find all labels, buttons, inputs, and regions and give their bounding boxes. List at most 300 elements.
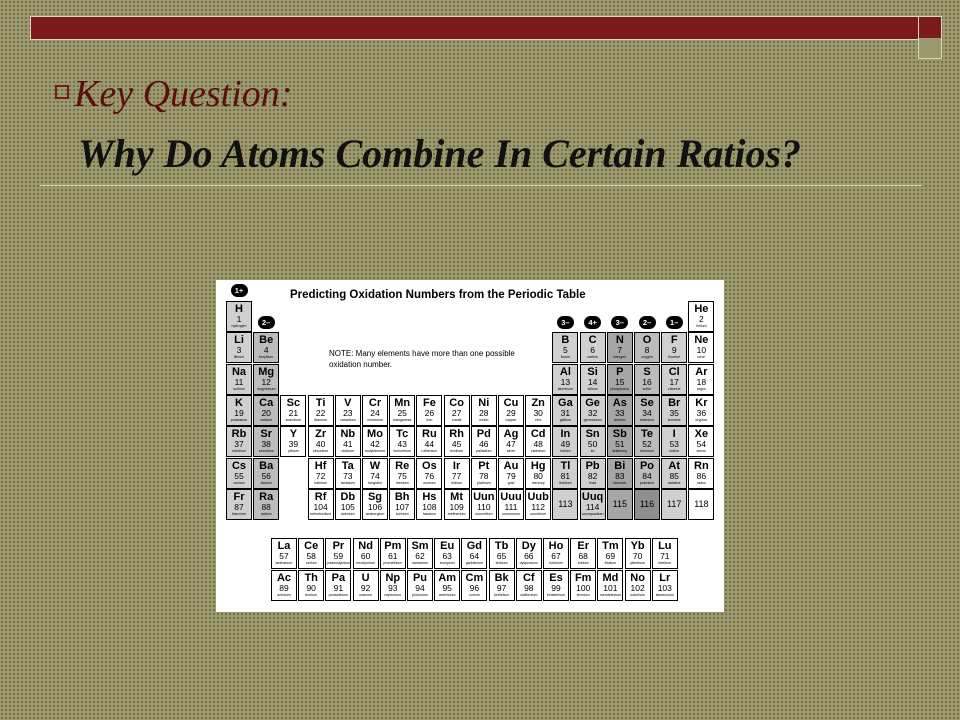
- element-cell: [570, 538, 596, 569]
- top-accent-bar: [30, 16, 920, 40]
- element-symbol: Mo: [367, 428, 383, 441]
- element-number: 115: [612, 498, 627, 509]
- element-name: fermium: [576, 593, 590, 597]
- element-name: silver: [506, 449, 516, 454]
- element-cell: [543, 570, 569, 601]
- element-symbol: Dy: [521, 540, 536, 552]
- element-name: calcium: [260, 417, 273, 422]
- element-symbol: P: [616, 365, 624, 378]
- element-name: barium: [260, 480, 272, 485]
- element-number: 27: [451, 407, 462, 418]
- element-number: 2: [699, 314, 704, 324]
- element-symbol: Sg: [367, 490, 383, 503]
- element-number: 72: [315, 470, 326, 481]
- element-symbol: Pm: [384, 540, 402, 552]
- element-cell: [580, 458, 606, 489]
- element-number: 97: [496, 583, 507, 593]
- element-number: 87: [234, 501, 244, 512]
- element-name: zirconium: [312, 449, 329, 454]
- element-symbol: Co: [449, 396, 464, 409]
- element-symbol: Th: [304, 572, 318, 584]
- element-name: xenon: [696, 449, 707, 454]
- element-number: 17: [669, 376, 679, 387]
- element-symbol: Gd: [466, 540, 483, 552]
- element-symbol: Sb: [612, 428, 627, 441]
- element-name: silicon: [587, 386, 598, 391]
- element-cell: [688, 364, 714, 395]
- element-cell: [634, 395, 660, 426]
- element-symbol: Np: [385, 572, 401, 584]
- element-number: 69: [605, 551, 616, 561]
- element-symbol: Bi: [614, 459, 626, 472]
- element-cell: [607, 458, 633, 489]
- element-name: scandium: [285, 417, 302, 422]
- element-cell: [444, 395, 470, 426]
- element-name: arsenic: [614, 417, 626, 422]
- element-name: osmium: [423, 480, 436, 485]
- element-number: 60: [360, 551, 371, 561]
- element-cell: [552, 426, 578, 457]
- element-number: 66: [524, 551, 534, 561]
- element-cell: [226, 301, 252, 332]
- element-symbol: Bh: [394, 490, 410, 503]
- element-number: 26: [424, 407, 435, 418]
- element-number: 11: [234, 376, 244, 387]
- element-number: 40: [315, 439, 326, 450]
- element-number: 63: [442, 551, 452, 561]
- element-number: 6: [590, 345, 595, 356]
- element-cell: [416, 458, 442, 489]
- element-symbol: Pr: [332, 540, 345, 552]
- element-number: 45: [451, 439, 462, 450]
- element-name: copper: [505, 417, 517, 422]
- element-name: gallium: [559, 417, 572, 422]
- element-number: 81: [560, 470, 571, 481]
- element-cell: [335, 458, 361, 489]
- element-name: lead: [589, 480, 596, 485]
- element-name: iridium: [451, 480, 462, 485]
- element-number: 21: [288, 407, 299, 418]
- element-symbol: Am: [438, 572, 457, 584]
- top-accent-outline-square: [918, 38, 942, 59]
- element-number: 80: [533, 470, 543, 481]
- element-cell: [471, 426, 497, 457]
- element-number: 100: [576, 583, 591, 593]
- element-name: europium: [439, 561, 455, 565]
- element-name: manganese: [392, 417, 412, 422]
- element-symbol: Os: [422, 459, 437, 472]
- element-name: chlorine: [667, 386, 681, 391]
- element-symbol: Hf: [314, 459, 327, 472]
- element-cell: [253, 458, 279, 489]
- element-name: thulium: [604, 561, 617, 565]
- element-cell: [498, 426, 524, 457]
- element-symbol: Tc: [396, 428, 409, 441]
- element-symbol: Pa: [331, 572, 346, 584]
- element-number: 51: [615, 439, 625, 450]
- element-name: nickel: [479, 417, 489, 422]
- element-cell: [253, 395, 279, 426]
- element-cell: [634, 489, 660, 520]
- element-cell: [353, 570, 379, 601]
- element-number: 46: [479, 439, 489, 450]
- element-number: 84: [642, 470, 652, 481]
- element-cell: [570, 570, 596, 601]
- element-name: lanthanum: [275, 561, 293, 565]
- element-cell: [552, 458, 578, 489]
- element-number: 24: [370, 407, 380, 418]
- element-number: 89: [279, 583, 289, 593]
- key-question-label: Key Question:: [74, 73, 293, 115]
- element-name: neptunium: [384, 593, 402, 597]
- element-number: 1: [236, 314, 242, 324]
- element-cell: [280, 395, 306, 426]
- element-number: 12: [261, 376, 271, 387]
- element-cell: [362, 458, 388, 489]
- element-number: 38: [261, 439, 271, 450]
- oxidation-badge: 1+: [231, 284, 248, 297]
- element-name: fluorine: [668, 355, 681, 360]
- element-symbol: V: [344, 396, 352, 409]
- element-symbol: Lr: [659, 572, 671, 584]
- element-number: 34: [642, 407, 652, 418]
- element-symbol: In: [560, 428, 571, 441]
- element-number: 29: [506, 407, 516, 418]
- element-cell: [607, 332, 633, 363]
- element-number: 64: [469, 551, 480, 561]
- element-name: zinc: [534, 417, 542, 422]
- element-symbol: Uun: [473, 490, 495, 503]
- element-number: 31: [560, 407, 571, 418]
- element-number: 88: [261, 501, 271, 512]
- element-number: 111: [504, 501, 518, 512]
- element-name: phosphorus: [610, 386, 630, 391]
- element-name: lawrencium: [655, 593, 674, 597]
- element-name: berkelium: [493, 593, 510, 597]
- element-name: californium: [520, 593, 538, 597]
- element-name: krypton: [695, 417, 708, 422]
- element-cell: [434, 570, 460, 601]
- element-number: 39: [288, 439, 299, 450]
- element-cell: [308, 458, 334, 489]
- element-name: mercury: [531, 480, 545, 485]
- element-name: palladium: [476, 449, 492, 454]
- element-symbol: Ta: [341, 459, 354, 472]
- element-symbol: Eu: [440, 540, 455, 552]
- element-number: 42: [370, 439, 380, 450]
- element-symbol: Kr: [695, 396, 708, 409]
- element-name: potassium: [230, 417, 248, 422]
- title-divider: [40, 185, 922, 186]
- element-name: astatine: [667, 480, 681, 485]
- element-number: 47: [506, 439, 516, 450]
- element-symbol: Xe: [694, 428, 709, 441]
- element-name: nitrogen: [613, 355, 627, 360]
- figure-title: Predicting Oxidation Numbers from the Periodic Table: [290, 289, 586, 301]
- element-number: 112: [531, 501, 545, 512]
- element-name: germanium: [583, 417, 602, 422]
- element-symbol: Ag: [503, 428, 519, 441]
- element-cell: [280, 426, 306, 457]
- element-number: 93: [388, 583, 398, 593]
- element-cell: [471, 395, 497, 426]
- element-symbol: U: [361, 572, 370, 584]
- element-name: tellurium: [640, 449, 654, 454]
- element-number: 68: [578, 551, 588, 561]
- element-name: ununbium: [530, 511, 547, 516]
- element-cell: [444, 458, 470, 489]
- element-number: 86: [696, 470, 707, 481]
- element-cell: [498, 489, 524, 520]
- element-symbol: Nd: [358, 540, 373, 552]
- element-symbol: La: [277, 540, 291, 552]
- element-symbol: Nb: [340, 428, 356, 441]
- element-number: 65: [496, 551, 507, 561]
- element-number: 99: [551, 583, 561, 593]
- element-symbol: Uub: [527, 490, 549, 503]
- element-cell: [444, 489, 470, 520]
- top-accent-square: [918, 16, 942, 40]
- element-cell: [525, 489, 551, 520]
- element-symbol: Ac: [276, 572, 292, 584]
- element-cell: [416, 426, 442, 457]
- element-name: iron: [426, 417, 433, 422]
- element-cell: [308, 489, 334, 520]
- element-name: antimony: [612, 449, 628, 454]
- element-number: 78: [479, 470, 489, 481]
- element-cell: [525, 458, 551, 489]
- element-name: americium: [438, 593, 456, 597]
- element-name: hassium: [422, 511, 437, 516]
- element-number: 8: [644, 345, 650, 356]
- element-symbol: Cm: [465, 572, 484, 584]
- element-symbol: Uuq: [581, 490, 604, 503]
- element-number: 41: [343, 439, 353, 450]
- element-symbol: H: [235, 303, 243, 315]
- element-number: 3: [236, 345, 242, 356]
- element-cell: [461, 570, 487, 601]
- element-cell: [525, 395, 551, 426]
- element-number: 106: [367, 501, 383, 512]
- element-cell: [580, 395, 606, 426]
- element-symbol: Ar: [695, 365, 708, 378]
- element-name: actinium: [277, 593, 291, 597]
- element-number: 44: [424, 439, 435, 450]
- element-number: 109: [449, 501, 464, 512]
- element-cell: [516, 538, 542, 569]
- element-cell: [498, 458, 524, 489]
- element-number: 77: [451, 470, 462, 481]
- element-name: cerium: [305, 561, 317, 565]
- element-number: 33: [615, 407, 625, 418]
- element-name: technetium: [393, 449, 411, 454]
- element-cell: [634, 458, 660, 489]
- element-number: 79: [506, 470, 516, 481]
- element-cell: [652, 570, 678, 601]
- element-number: 43: [397, 439, 407, 450]
- element-symbol: I: [672, 428, 676, 441]
- element-cell: [389, 395, 415, 426]
- element-symbol: Ir: [452, 459, 461, 472]
- element-symbol: N: [615, 334, 624, 347]
- element-name: hafnium: [314, 480, 327, 485]
- element-cell: [335, 395, 361, 426]
- element-name: dubnium: [340, 511, 355, 516]
- element-cell: [661, 426, 687, 457]
- element-symbol: Br: [668, 396, 681, 409]
- element-cell: [661, 395, 687, 426]
- oxidation-badge: 1–: [666, 316, 683, 329]
- element-cell: [335, 426, 361, 457]
- element-number: 75: [397, 470, 407, 481]
- element-number: 14: [587, 376, 598, 387]
- oxidation-badge: 2–: [639, 316, 656, 329]
- element-number: 96: [469, 583, 480, 593]
- element-symbol: Er: [577, 540, 589, 552]
- element-symbol: B: [561, 334, 570, 347]
- element-cell: [489, 538, 515, 569]
- element-number: 83: [615, 470, 625, 481]
- element-symbol: Es: [549, 572, 563, 584]
- element-cell: [634, 364, 660, 395]
- element-name: lithium: [233, 355, 245, 360]
- element-name: tantalum: [340, 480, 355, 485]
- element-number: 56: [261, 470, 271, 481]
- element-name: boron: [560, 355, 570, 360]
- element-symbol: Pt: [478, 459, 490, 472]
- element-name: unununium: [502, 511, 520, 516]
- element-symbol: Na: [231, 365, 247, 378]
- element-name: hydrogen: [231, 324, 247, 328]
- element-number: 49: [560, 439, 571, 450]
- element-symbol: Uuu: [500, 490, 522, 503]
- element-name: beryllium: [258, 355, 274, 360]
- element-symbol: Zn: [531, 396, 545, 409]
- element-cell: [625, 538, 651, 569]
- element-name: thallium: [559, 480, 572, 485]
- element-name: mendelevium: [599, 593, 622, 597]
- element-cell: [416, 395, 442, 426]
- element-cell: [661, 364, 687, 395]
- element-number: 92: [360, 583, 371, 593]
- element-cell: [253, 364, 279, 395]
- element-symbol: Fe: [422, 396, 436, 409]
- element-symbol: Fm: [574, 572, 592, 584]
- oxidation-badge: 3–: [611, 316, 628, 329]
- element-number: 102: [630, 583, 645, 593]
- element-symbol: Bk: [494, 572, 509, 584]
- element-name: protactinium: [328, 593, 349, 597]
- element-number: 54: [696, 439, 707, 450]
- element-name: bismuth: [613, 480, 627, 485]
- element-number: 13: [560, 376, 571, 387]
- element-cell: [688, 332, 714, 363]
- element-name: indium: [560, 449, 571, 454]
- element-name: terbium: [495, 561, 508, 565]
- element-number: 101: [603, 583, 618, 593]
- element-symbol: F: [670, 334, 678, 347]
- element-name: thorium: [305, 593, 318, 597]
- element-number: 55: [234, 470, 244, 481]
- element-name: francium: [232, 511, 246, 516]
- element-number: 116: [639, 498, 655, 509]
- element-symbol: Te: [640, 428, 654, 441]
- element-name: meitnerium: [447, 511, 466, 516]
- element-symbol: Ne: [694, 334, 709, 347]
- element-cell: [580, 332, 606, 363]
- element-number: 30: [533, 407, 543, 418]
- element-number: 91: [333, 583, 344, 593]
- element-symbol: Y: [289, 428, 298, 441]
- oxidation-badge: 3–: [557, 316, 574, 329]
- element-number: 50: [587, 439, 598, 450]
- element-number: 58: [306, 551, 316, 561]
- element-cell: [471, 489, 497, 520]
- element-name: niobium: [341, 449, 355, 454]
- element-cell: [688, 489, 714, 520]
- element-symbol: Cd: [530, 428, 546, 441]
- element-name: oxygen: [641, 355, 653, 360]
- element-number: 5: [563, 345, 568, 356]
- element-symbol: Si: [587, 365, 598, 378]
- element-number: 73: [343, 470, 353, 481]
- element-cell: [444, 426, 470, 457]
- element-cell: [580, 489, 606, 520]
- element-symbol: At: [668, 459, 680, 472]
- element-name: lutetium: [658, 561, 672, 565]
- element-number: 67: [551, 551, 561, 561]
- element-cell: [308, 395, 334, 426]
- element-number: 19: [234, 407, 244, 418]
- element-cell: [461, 538, 487, 569]
- element-symbol: Re: [395, 459, 410, 472]
- element-cell: [580, 364, 606, 395]
- element-cell: [226, 458, 252, 489]
- element-number: 82: [587, 470, 598, 481]
- element-number: 117: [667, 498, 682, 509]
- element-name: uranium: [359, 593, 373, 597]
- element-name: gold: [507, 480, 515, 485]
- element-number: 20: [261, 407, 271, 418]
- element-number: 9: [671, 345, 677, 356]
- element-symbol: Ho: [548, 540, 564, 552]
- element-symbol: Ba: [259, 459, 274, 472]
- element-symbol: C: [588, 334, 597, 347]
- element-number: 105: [340, 501, 355, 512]
- figure-note: NOTE: Many elements have more than one possible oxidation number.: [329, 349, 515, 369]
- element-cell: [471, 458, 497, 489]
- element-symbol: Cr: [368, 396, 382, 409]
- element-cell: [552, 395, 578, 426]
- element-cell: [607, 426, 633, 457]
- element-number: 53: [669, 439, 679, 450]
- element-number: 28: [479, 407, 489, 418]
- element-symbol: Tb: [494, 540, 509, 552]
- element-name: erbium: [577, 561, 589, 565]
- element-name: cobalt: [451, 417, 462, 422]
- element-cell: [661, 332, 687, 363]
- element-name: iodine: [669, 449, 679, 454]
- element-number: 16: [642, 376, 652, 387]
- element-name: strontium: [258, 449, 274, 454]
- element-name: einsteinium: [546, 593, 566, 597]
- element-name: rubidium: [232, 449, 246, 454]
- element-number: 107: [395, 501, 410, 512]
- element-name: nobelium: [630, 593, 645, 597]
- element-cell: [516, 570, 542, 601]
- element-symbol: Mg: [258, 365, 275, 378]
- element-cell: [271, 570, 297, 601]
